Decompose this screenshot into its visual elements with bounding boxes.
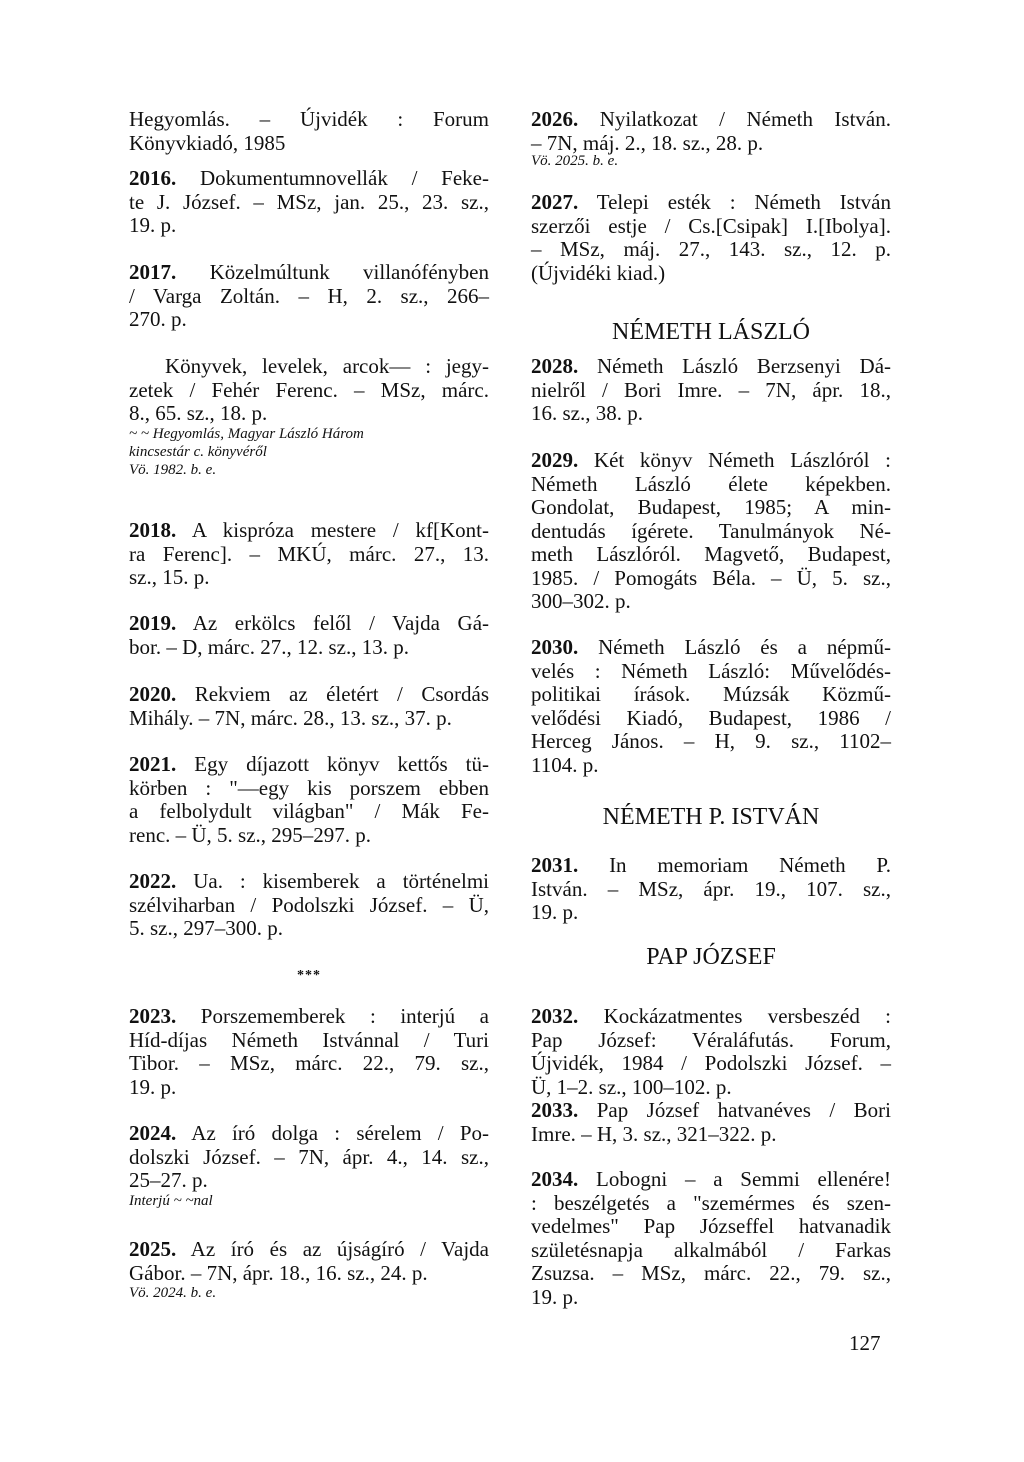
bibliography-entry (129, 870, 489, 941)
entry-line: dentudás ígérete. Tanulmányok Né- (531, 518, 891, 543)
entry-line: körben : "—egy kis porszem ebben (129, 775, 489, 800)
entry-line: nielről / Bori Imre. – 7N, ápr. 18., (531, 377, 891, 402)
entry-line: Könyvkiadó, 1985 (129, 130, 286, 155)
entry-line (531, 191, 891, 215)
entry-text: Az erkölcs felől / Vajda Gá- (192, 611, 490, 635)
entry-line: velés : Németh László: Művelődés- (531, 658, 891, 683)
annotation-note (531, 152, 891, 170)
entry-line: vedelmes" Pap Józseffel hatvanadik (531, 1214, 891, 1238)
entry-text: Az író dolga : sérelem / Po- (191, 1121, 490, 1145)
entry-text: Ua. : kisemberek a történelmi (193, 869, 489, 893)
entry-text: In memoriam Németh P. (609, 853, 892, 877)
entry-line: Híd-díjas Németh Istvánnal / Turi (129, 1027, 489, 1052)
entry-number: 2025. (129, 1237, 177, 1261)
entry-line: politikai írások. Múzsák Közmű- (531, 682, 891, 706)
entry-number: 2020. (129, 682, 177, 706)
entry-number: 2017. (129, 260, 177, 284)
entry-number: 2016. (129, 166, 177, 190)
entry-line: 19. p. (129, 213, 177, 237)
entry-line (129, 261, 489, 285)
entry-line: szerzői estje / Cs.[Csipak] I.[Ibolya]. (531, 213, 891, 238)
entry-number: 2034. (531, 1167, 579, 1191)
entry-line: 1985. / Pomogáts Béla. – Ü, 5. sz., (531, 565, 891, 590)
entry-number: 2029. (531, 448, 579, 472)
entry-line: Vö. 1982. b. e. (129, 462, 217, 478)
entry-text: Kockázatmentes versbeszéd : (603, 1004, 891, 1028)
entry-number: 2032. (531, 1004, 579, 1028)
entry-line: zetek / Fehér Ferenc. – MSz, márc. (129, 377, 489, 402)
entry-number: 2033. (531, 1098, 579, 1122)
entry-line (531, 108, 891, 132)
entry-line: Pap József: Véraláfutás. Forum, (531, 1027, 891, 1052)
entry-line: Vö. 2024. b. e. (129, 1285, 217, 1301)
entry-text: Németh László és a népmű- (598, 635, 892, 659)
entry-line: Gondolat, Budapest, 1985; A min- (531, 495, 891, 519)
entry-line: 19. p. (531, 900, 579, 924)
entry-line: / Varga Zoltán. – H, 2. sz., 266– (129, 283, 489, 308)
entry-line: Imre. – H, 3. sz., 321–322. p. (531, 1121, 777, 1146)
entry-line (129, 519, 489, 543)
entry-number: 2031. (531, 853, 579, 877)
entry-line (531, 854, 891, 878)
entry-line: István. – MSz, ápr. 19., 107. sz., (531, 876, 891, 901)
entry-line: 19. p. (129, 1074, 177, 1099)
bibliography-entry (531, 108, 891, 155)
entry-text: Egy díjazott könyv kettős tü- (194, 752, 490, 776)
entry-line: meth Lászlóról. Magvető, Budapest, (531, 542, 891, 566)
entry-line: 300–302. p. (531, 589, 631, 613)
entry-line (531, 1099, 891, 1123)
entry-text: Dokumentumnovellák / Feke- (200, 166, 489, 190)
bibliography-entry (129, 1122, 489, 1193)
section-heading: NÉMETH P. ISTVÁN (602, 804, 820, 830)
entry-number: 2024. (129, 1121, 177, 1145)
bibliography-entry (129, 108, 489, 155)
entry-line: Interjú ~ ~nal (129, 1193, 213, 1209)
entry-line: – 7N, máj. 2., 18. sz., 28. p. (531, 130, 764, 155)
entry-text: Az író és az újságíró / Vajda (190, 1237, 490, 1261)
entry-text: Nyilatkozat / Németh István. (599, 107, 891, 131)
entry-line (531, 1005, 891, 1029)
entry-text: Telepi esték : Németh István (596, 190, 892, 214)
entry-line (129, 870, 489, 894)
entry-text: A kispróza mestere / kf[Kont- (191, 518, 489, 542)
entry-line (129, 1238, 489, 1262)
entry-line (531, 1168, 891, 1192)
entry-line: velődési Kiadó, Budapest, 1986 / (531, 705, 891, 730)
page-number: 127 (849, 1331, 881, 1355)
entry-text: Lobogni – a Semmi ellenére! (596, 1167, 891, 1191)
entry-line: kincsestár c. könyvéről (129, 444, 267, 460)
section-heading: NÉMETH LÁSZLÓ (612, 319, 810, 345)
entry-number: 2022. (129, 869, 177, 893)
entry-line: bor. – D, márc. 27., 12. sz., 13. p. (129, 634, 409, 659)
bibliography-entry (129, 753, 489, 847)
section-heading: PAP JÓZSEF (646, 944, 776, 970)
section-separator-stars: *** (297, 968, 321, 983)
bibliography-entry (129, 612, 489, 659)
entry-line: Vö. 2025. b. e. (531, 153, 619, 169)
entry-line: szélviharban / Podolszki József. – Ü, (129, 892, 489, 917)
entry-line: Németh László élete képekben. (531, 471, 891, 496)
entry-number: 2030. (531, 635, 579, 659)
annotation-note (129, 1284, 489, 1302)
entry-text: Két könyv Németh Lászlóról : (593, 448, 892, 472)
entry-line: 5. sz., 297–300. p. (129, 916, 283, 940)
bibliography-entry (531, 1168, 891, 1309)
entry-number: 2018. (129, 518, 177, 542)
bibliography-entry (531, 1005, 891, 1099)
bibliography-entry (531, 449, 891, 614)
entry-line: Mihály. – 7N, márc. 28., 13. sz., 37. p. (129, 705, 452, 730)
entry-line (531, 355, 891, 379)
annotation-note (129, 1192, 489, 1210)
entry-line: sz., 15. p. (129, 565, 210, 589)
entry-line (129, 1122, 489, 1146)
entry-line: Újvidék, 1984 / Podolszki József. – (531, 1051, 891, 1075)
bibliography-entry (531, 1099, 891, 1146)
bibliography-entry (129, 167, 489, 238)
bibliography-entry (531, 191, 891, 285)
entry-number: 2026. (531, 107, 579, 131)
entry-line: (Újvidéki kiad.) (531, 260, 666, 285)
entry-line: renc. – Ü, 5. sz., 295–297. p. (129, 822, 372, 847)
bibliography-entry (129, 683, 489, 730)
entry-line (129, 612, 489, 636)
entry-line: 19. p. (531, 1284, 579, 1309)
entry-line: 8., 65. sz., 18. p. (129, 401, 268, 425)
entry-text: Porszememberek : interjú a (200, 1004, 489, 1028)
entry-line: Könyvek, levelek, arcok— : jegy- (165, 354, 489, 378)
entry-text: Rekviem az életért / Csordás (194, 682, 489, 706)
bibliography-entry (129, 519, 489, 590)
entry-text: Németh László Berzsenyi Dá- (596, 354, 892, 378)
entry-line: : beszélgetés a "szemérmes és szen- (531, 1190, 891, 1215)
bibliography-entry (531, 355, 891, 426)
entry-line (531, 449, 891, 473)
entry-line (531, 636, 891, 660)
entry-line (129, 683, 489, 707)
entry-number: 2019. (129, 611, 177, 635)
entry-number: 2028. (531, 354, 579, 378)
bibliography-entry (531, 636, 891, 777)
entry-line: Hegyomlás. – Újvidék : Forum (129, 107, 489, 131)
entry-line: te J. József. – MSz, jan. 25., 23. sz., (129, 189, 489, 214)
entry-line: 270. p. (129, 307, 187, 331)
entry-text: Közelmúltunk villanófényben (209, 260, 490, 284)
entry-line: Gábor. – 7N, ápr. 18., 16. sz., 24. p. (129, 1260, 428, 1285)
entry-line: – MSz, máj. 27., 143. sz., 12. p. (531, 237, 891, 261)
entry-line: Zsuzsa. – MSz, márc. 22., 79. sz., (531, 1261, 891, 1285)
bibliography-entry (129, 261, 489, 332)
bibliography-entry (129, 1238, 489, 1285)
entry-number: 2027. (531, 190, 579, 214)
entry-line: ra Ferenc]. – MKÚ, márc. 27., 13. (129, 541, 489, 566)
annotation-note (129, 425, 489, 479)
bibliography-entry (129, 1005, 489, 1099)
entry-line (129, 1005, 489, 1029)
entry-line: 16. sz., 38. p. (531, 401, 643, 425)
entry-line: 1104. p. (531, 752, 599, 777)
entry-line: 25–27. p. (129, 1168, 208, 1192)
entry-line: ~ ~ Hegyomlás, Magyar László Három (129, 426, 364, 442)
entry-text: Pap József hatvanéves / Bori (596, 1098, 891, 1122)
entry-line: dolszki József. – 7N, ápr. 4., 14. sz., (129, 1144, 489, 1169)
entry-line: Ü, 1–2. sz., 100–102. p. (531, 1074, 732, 1099)
bibliography-entry (129, 355, 489, 426)
entry-number: 2021. (129, 752, 177, 776)
bibliography-entry (531, 854, 891, 925)
entry-line (129, 753, 489, 777)
entry-line: születésnapja alkalmából / Farkas (531, 1237, 891, 1262)
entry-line: Herceg János. – H, 9. sz., 1102– (531, 729, 891, 753)
entry-line: Tibor. – MSz, márc. 22., 79. sz., (129, 1051, 489, 1075)
entry-line (129, 167, 489, 191)
entry-number: 2023. (129, 1004, 177, 1028)
entry-line: a felbolydult világban" / Mák Fe- (129, 799, 489, 823)
